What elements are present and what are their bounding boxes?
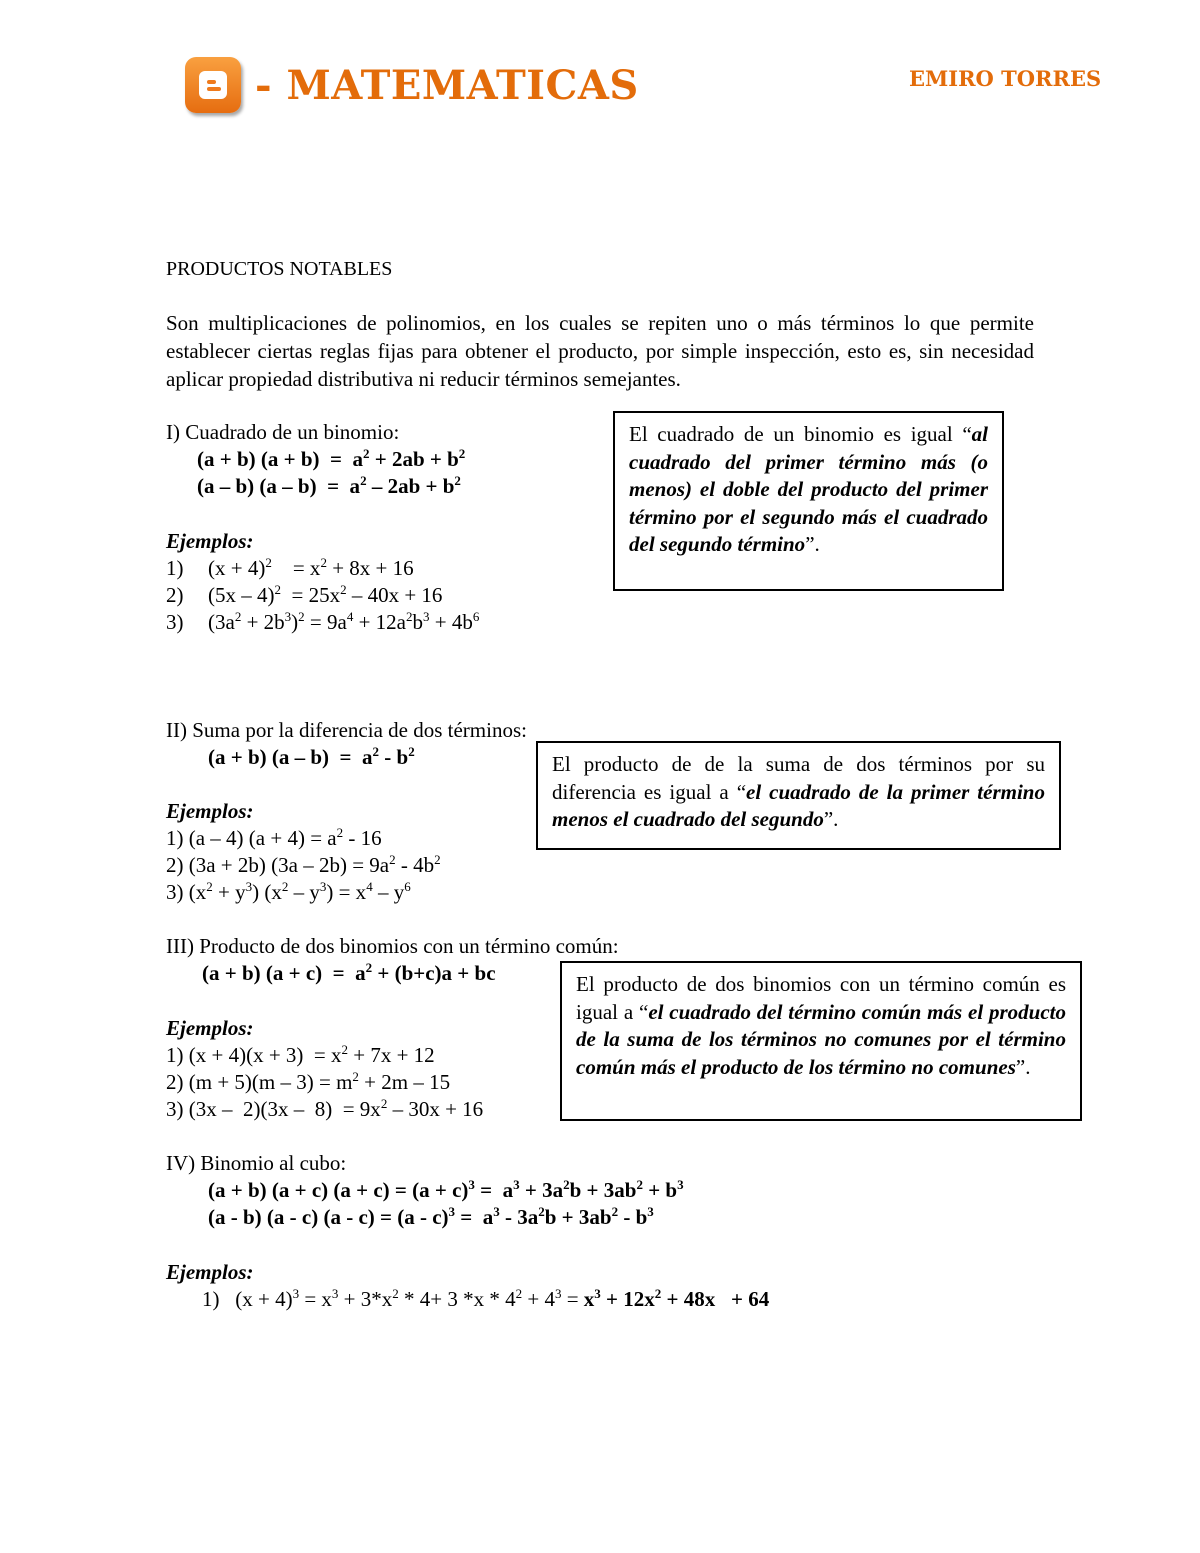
examples-label: Ejemplos: [166, 1260, 254, 1284]
note-text: El producto de de la suma de dos términos por su diferencia es igual a “ [552, 752, 1045, 804]
intro-paragraph: Son multiplicaciones de polinomios, en los cuales se repiten uno o más términos lo que permite establecer ciertas reglas fijas para obtener el producto, por simple inspección, esto es, sin necesidad aplicar propiedad distributiva ni reducir términos semejantes. [166, 311, 1034, 391]
example-item: 2) (3a + 2b) $(3a - 2b) = 9a^2 - 4b^2$ [166, 852, 441, 877]
example-item: 1) $(x + 4)^3 = x^3 + 3*x^2 * 4+ 3$ $*x * 4^2 + 4^3 = x^3 + 12x^2 + 48x + 64$ [202, 1286, 770, 1311]
note-end: ”. [823, 807, 839, 831]
formula-sum-difference: (a + b) $(a - b) = a^2 - b^2$ [208, 744, 415, 769]
examples-label: Ejemplos: [166, 529, 254, 553]
note-end: ”. [805, 532, 820, 556]
note-emphasis: el cuadrado de la primer término menos el cuadrado del segundo [552, 779, 1045, 831]
example-item: 3) $(3a^2 + 2b^3)^2 = 9a^4 + 12a^2b^3 + 4b^6$ [166, 609, 480, 634]
example-item: 1) $(x + 4)^2$ = $x^2 + 8x + 16$ [166, 555, 414, 580]
example-item: 1) $(x + 4)(x + 3) = x^2 + 7x + 12$ [166, 1042, 435, 1067]
note-emphasis: al cuadrado del primer término más (o menos) el doble del producto del primer término por el segundo más el cuadrado del segundo término [629, 422, 988, 556]
formula-square-diff: (a – b) $(a - b) = a^2 - 2ab + b^2$ [197, 473, 461, 498]
note-box-sum-difference [536, 741, 1061, 850]
section-heading-sum-difference: II) Suma por la diferencia de dos términos: [166, 718, 527, 742]
examples-label: Ejemplos: [166, 1016, 254, 1040]
example-item: 3) $(x^2 + y^3)$ $(x^2 - y^3) = x^4 - y^6$ [166, 879, 411, 904]
example-item: 3) $(3x - 2)(3x - 8) = 9x^2 - 30x + 16$ [166, 1096, 484, 1121]
note-box-common-term [560, 961, 1082, 1121]
note-text: El producto de dos binomios con un término común es igual a “ [576, 972, 1066, 1024]
example-item: 1) (a – 4) $(a + 4) = a^2 - 16$ [166, 825, 382, 850]
note-box-square [613, 411, 1004, 591]
formula-common-term: (a + b) $(a + c) = a^2 + (b+c)a$ + bc [202, 960, 496, 985]
site-title: - MATEMATICAS [255, 62, 639, 109]
section-heading-common-term: III) Producto de dos binomios con un término común: [166, 934, 619, 958]
formula-square-sum: (a + b) $(a + b) = a^2 + 2ab + b^2$ [197, 446, 466, 471]
note-emphasis: el cuadrado del término común más el producto de la suma de los términos no comunes por el término común más el producto de los término no comunes [576, 999, 1066, 1079]
section-heading-cube: IV) Binomio al cubo: [166, 1151, 347, 1175]
formula-cube-diff: (a - b) (a - c) $(a - c) = (a - c)^3 = a^3 - 3a^2b + 3ab^2 - b^3$ [208, 1204, 654, 1229]
formula-cube-sum: (a + b) (a + c) $(a + c) = (a + c)^3 = a^3 + 3a^2b + 3ab^2 + b^3$ [208, 1177, 684, 1202]
example-item: 2) $(m + 5)(m - 3) = m^2 + 2m - 15$ [166, 1069, 451, 1094]
section-heading-square: I) Cuadrado de un binomio: [166, 420, 400, 444]
author-name: EMIRO TORRES [909, 66, 1102, 91]
page-title: PRODUCTOS NOTABLES [166, 258, 393, 280]
example-item: 2) $(5x - 4)^2 = 25x^2 - 40x + 16$ [166, 582, 443, 607]
examples-label: Ejemplos: [166, 799, 254, 823]
blogger-icon [185, 57, 241, 113]
note-end: ”. [1015, 1054, 1031, 1079]
note-text: El cuadrado de un binomio es igual “ [629, 422, 972, 446]
